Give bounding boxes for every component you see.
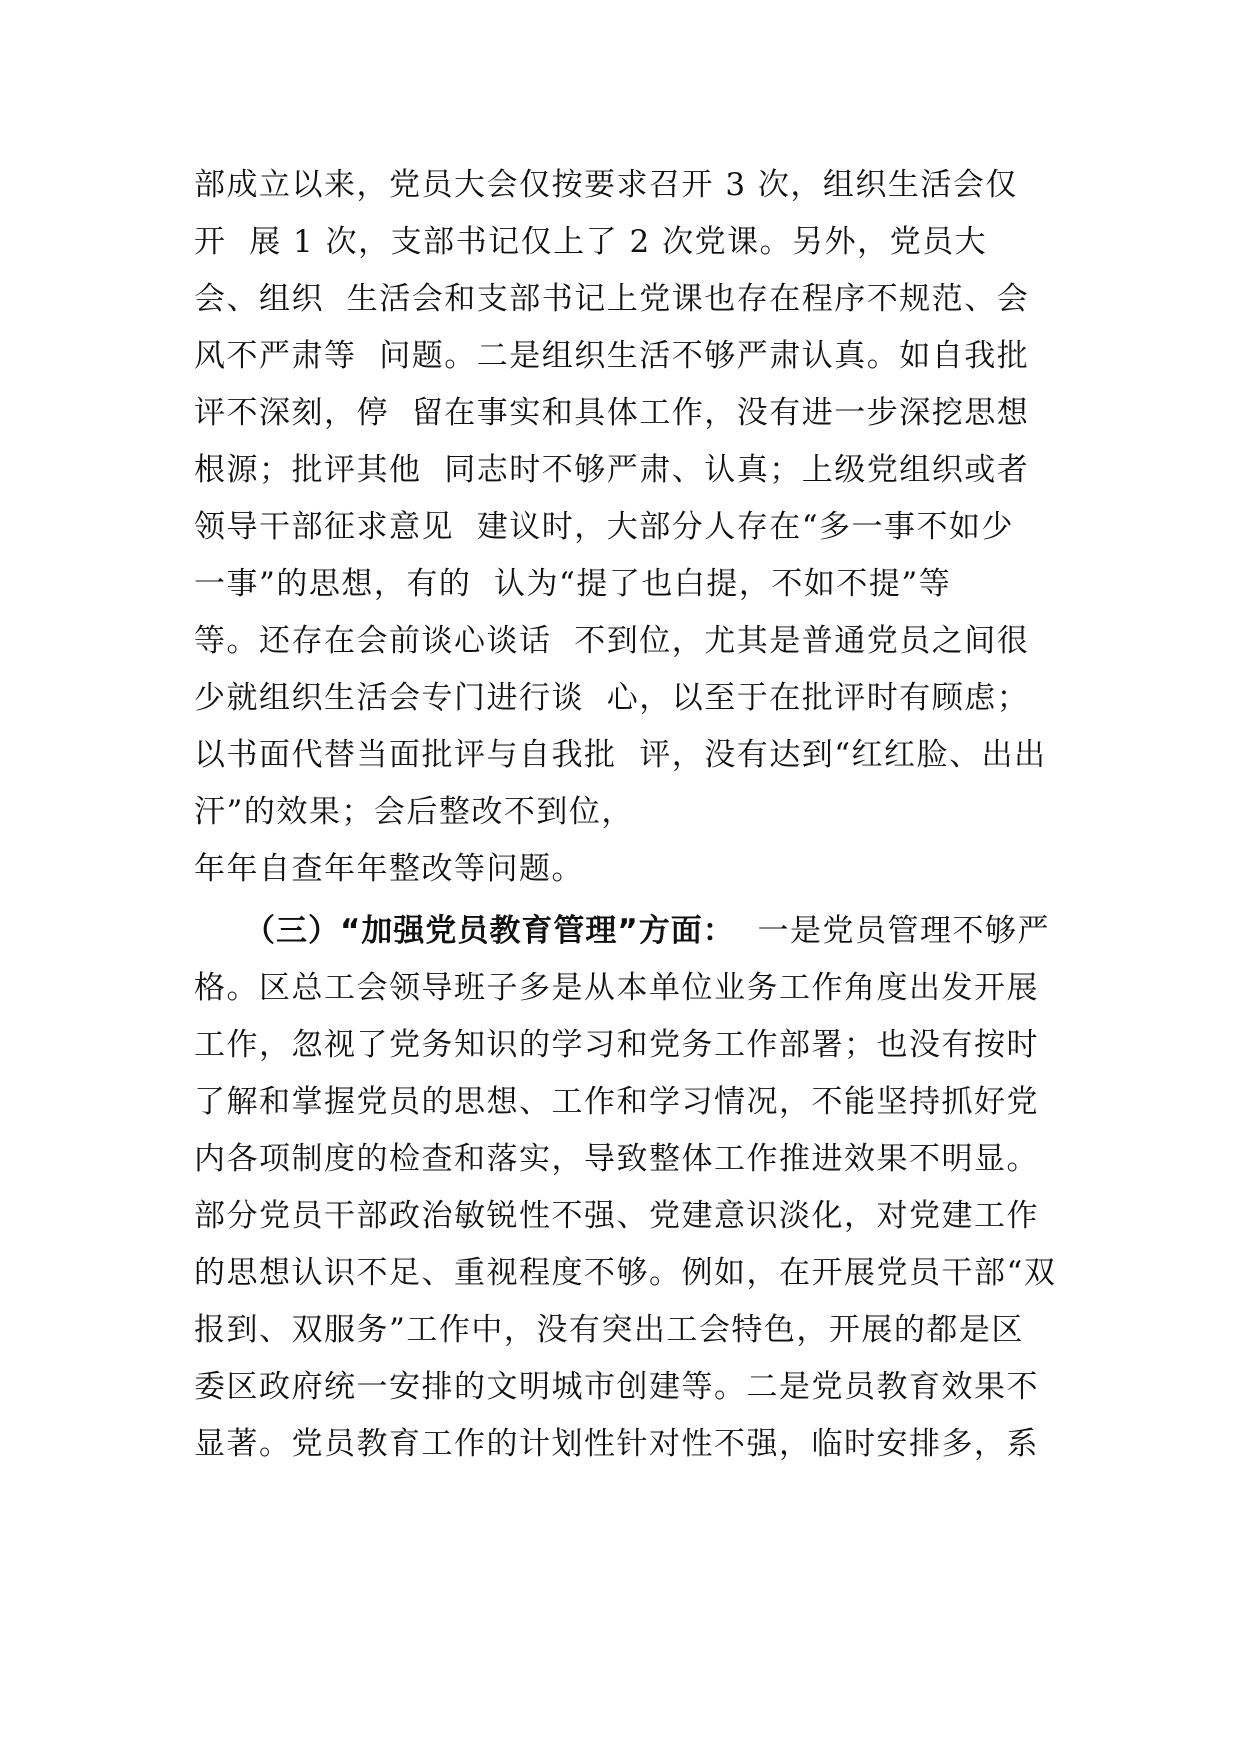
- text-line: 工作，忽视了党务知识的学习和党务工作部署；也没有按时: [194, 1027, 1039, 1063]
- text-line: 等。还存在会前谈心谈话 不到位，尤其是普通党员之间很: [194, 623, 1030, 659]
- text-line: 格。区总工会领导班子多是从本单位业务工作角度出发开展: [194, 970, 1039, 1006]
- text-line: 评不深刻，停 留在事实和具体工作，没有进一步深挖思想: [194, 395, 1030, 431]
- text-line: 汗”的效果；会后整改不到位，: [194, 794, 634, 830]
- text-line: 部分党员干部政治敏锐性不强、党建意识淡化，对党建工作: [194, 1198, 1039, 1234]
- text-line: 委区政府统一安排的文明城市创建等。二是党员教育效果不: [194, 1369, 1039, 1405]
- text-line: 会、组织 生活会和支部书记上党课也存在程序不规范、会: [194, 281, 1030, 317]
- text-line: 的思想认识不足、重视程度不够。例如，在开展党员干部“双: [194, 1255, 1057, 1291]
- section-3-first-line: [194, 903, 1074, 960]
- section-heading: （三）“加强党员教育管理”方面：: [244, 913, 735, 949]
- text-line: 以书面代替当面批评与自我批 评，没有达到“红红脸、出出: [194, 737, 1047, 773]
- text-line: 内各项制度的检查和落实，导致整体工作推进效果不明显。: [194, 1141, 1039, 1177]
- text-line: 显著。党员教育工作的计划性针对性不强，临时安排多，系: [194, 1426, 1039, 1462]
- text-line: 风不严肃等 问题。二是组织生活不够严肃认真。如自我批: [194, 338, 1030, 374]
- section-3: [194, 903, 1074, 1473]
- text-line: 根源；批评其他 同志时不够严肃、认真；上级党组织或者: [194, 452, 1030, 488]
- text-line: 少就组织生活会专门进行谈 心，以至于在批评时有顾虑；: [194, 680, 1030, 716]
- text-line: 开 展 1 次，支部书记仅上了 2 次党课。另外，党员大: [194, 224, 988, 260]
- text-line: 部成立以来，党员大会仅按要求召开 3 次，组织生活会仅: [194, 167, 1018, 203]
- text-line: 了解和掌握党员的思想、工作和学习情况，不能坚持抓好党: [194, 1084, 1039, 1120]
- section-3-first-line-text: 一是党员管理不够严: [734, 913, 1050, 949]
- text-line: 年年自查年年整改等问题。: [194, 851, 584, 887]
- text-line: 领导干部征求意见 建议时，大部分人存在“多一事不如少: [194, 509, 1015, 545]
- text-line: 报到、双服务”工作中，没有突出工会特色，开展的都是区: [194, 1312, 1024, 1348]
- text-line: 一事”的思想，有的 认为“提了也白提，不如不提”等: [194, 566, 952, 602]
- paragraph-1: [194, 157, 1074, 898]
